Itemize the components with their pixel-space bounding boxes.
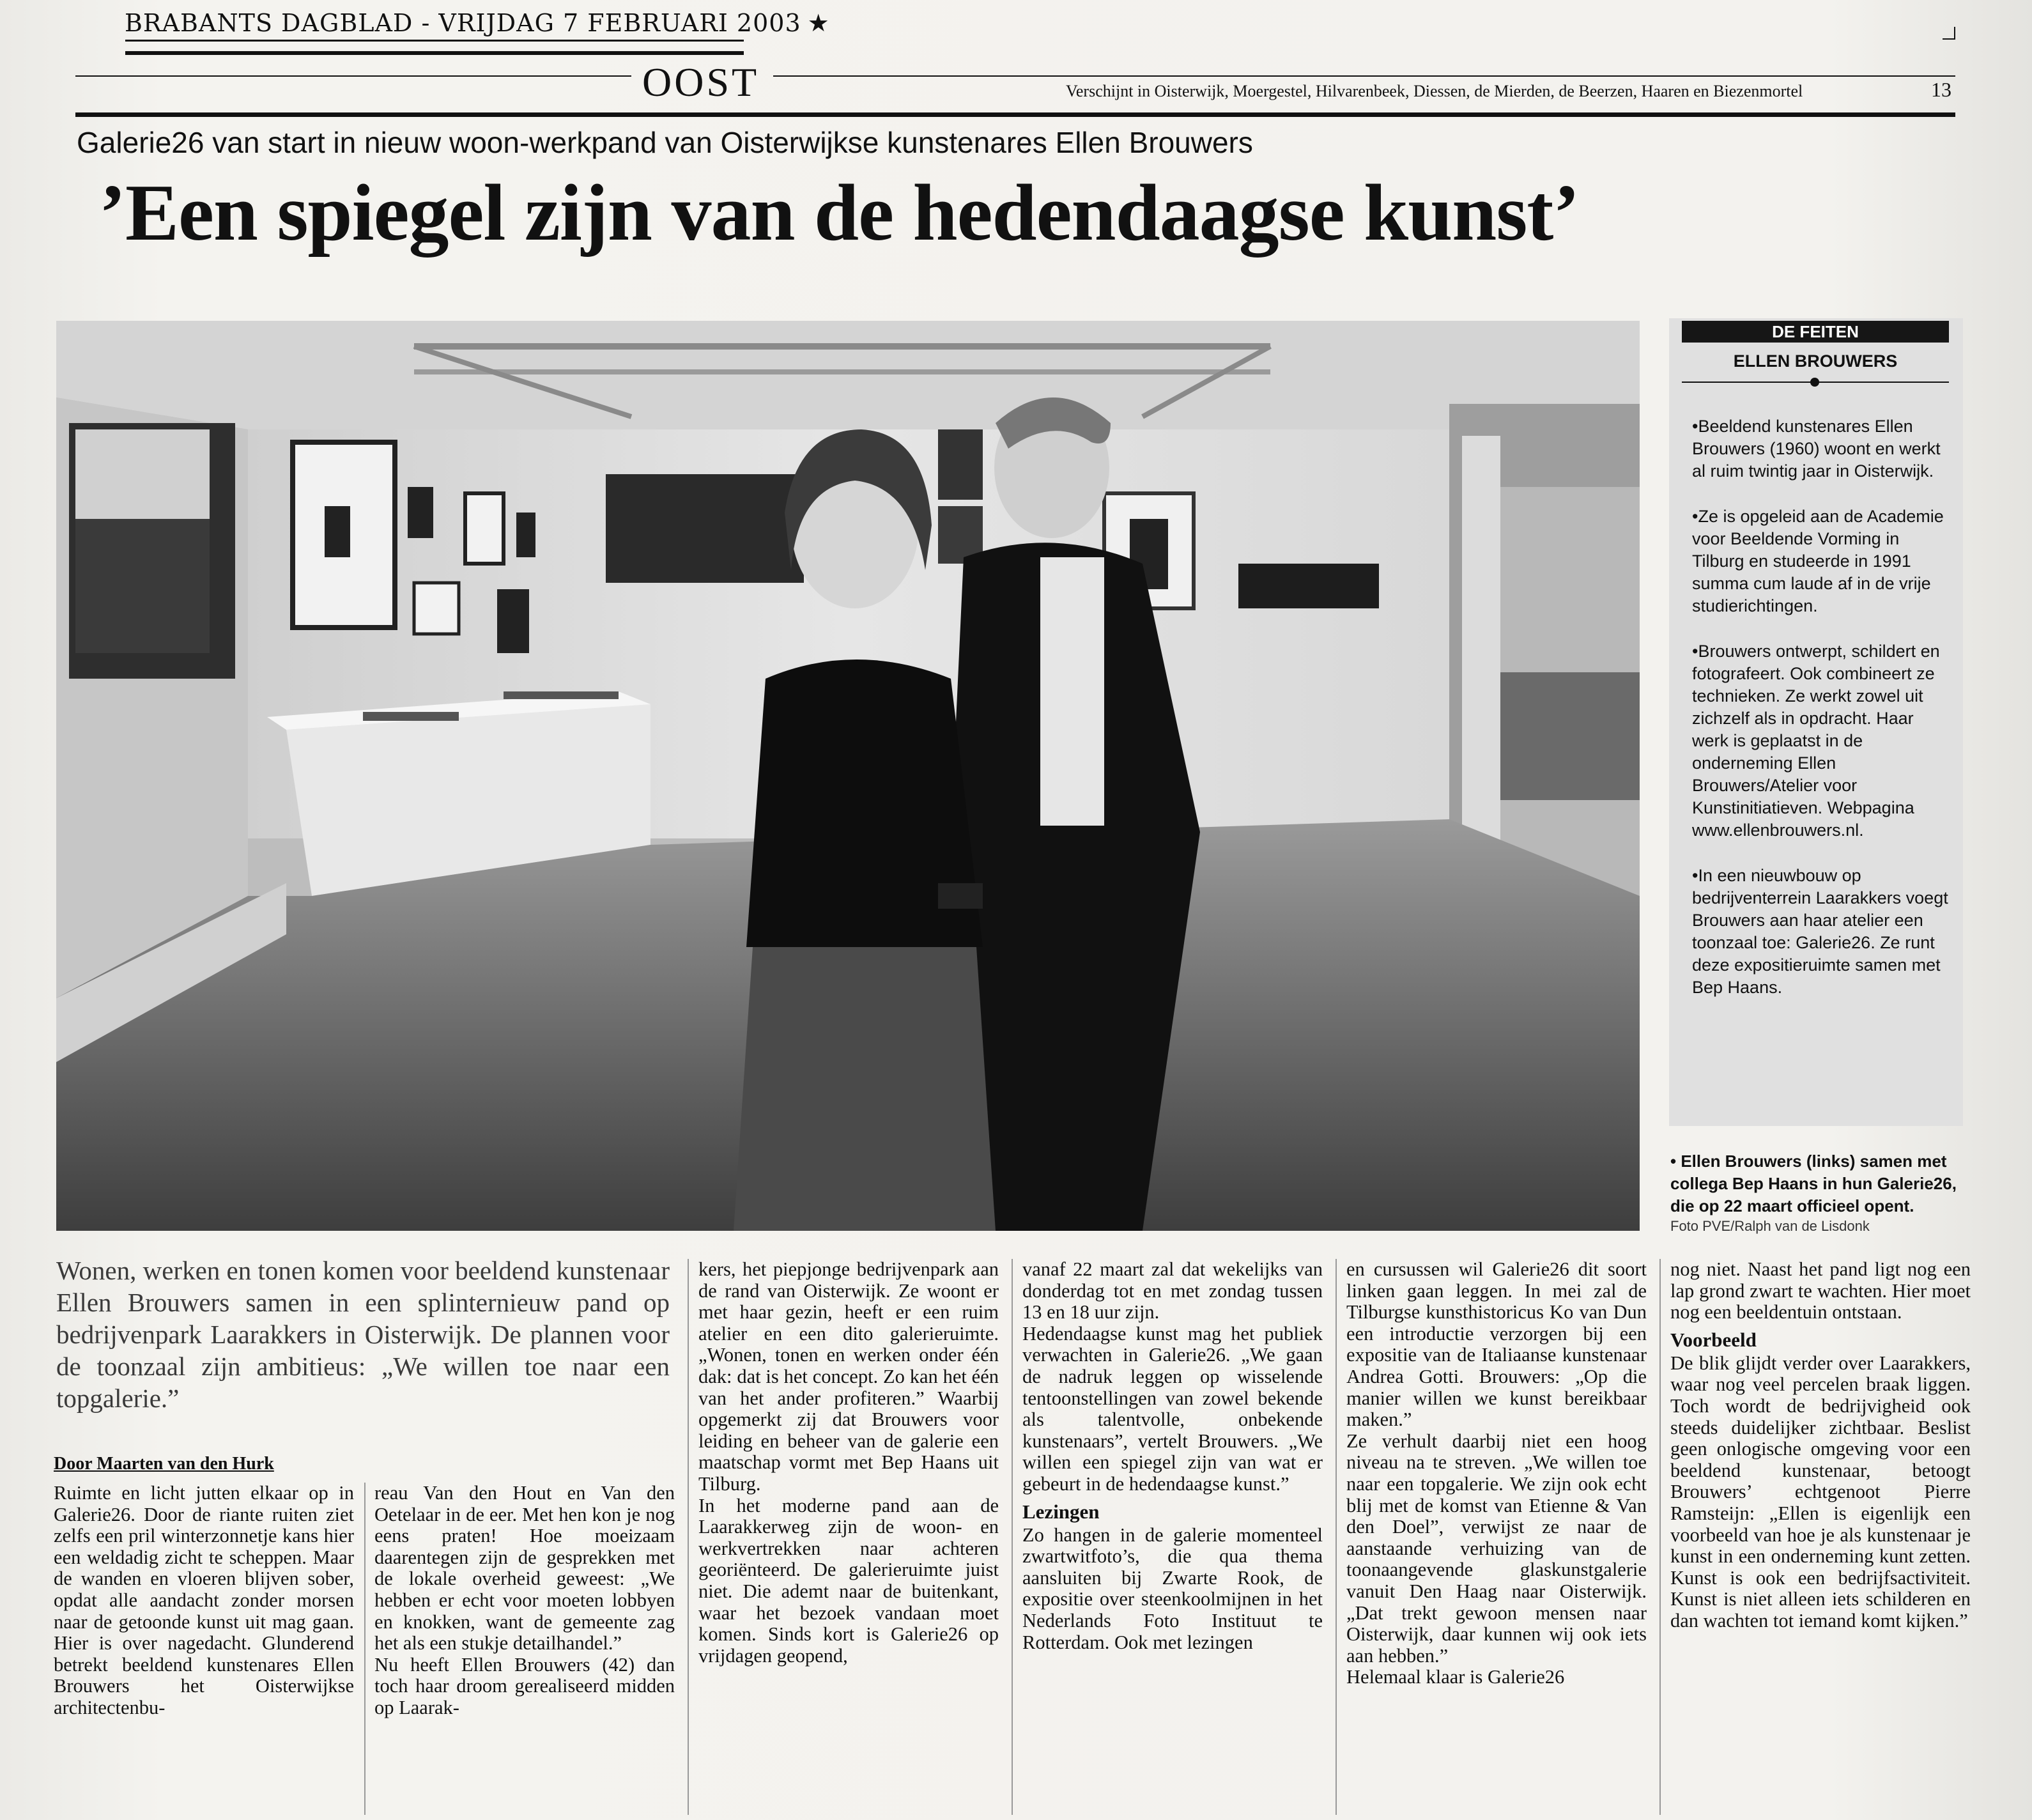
column-divider (1659, 1259, 1661, 1815)
column-divider (1335, 1259, 1337, 1815)
paragraph: Nu heeft Ellen Brouwers (42) dan toch haar droom gerealiseerd midden op Laarak- (374, 1653, 675, 1718)
article-column-6 (1670, 1259, 1971, 1815)
article-intro: Wonen, werken en tonen komen voor beeldend kunstenaar Ellen Brouwers samen in een splinternieuw pand op bedrijvenpark Laarakkers in Oisterwijk. De plannen voor de toonzaal zijn ambitieus: „We willen toe naar een topgalerie.” (56, 1256, 670, 1413)
masthead (125, 9, 830, 37)
section-underline (75, 112, 1955, 117)
paragraph: kers, het piepjonge bedrijvenpark aan de rand van Oisterwijk. Ze woont er met haar gezin, heeft er een ruim atelier en een dito galerieruimte. „Wonen, tonen en werken onder één dak: dat is het concept. Zo kan het één van het ander profiteren.” Waarbij opgemerkt zij dat Brouwers voor leiding en beheer van de galerie een maatschap vormt met Bep Haans uit Tilburg. (698, 1259, 999, 1495)
fact-list (1692, 415, 1953, 1022)
article-column-5 (1346, 1259, 1647, 1815)
masthead-rule (125, 40, 744, 42)
corner-mark (1943, 38, 1955, 40)
photo-caption: • Ellen Brouwers (links) samen met collega Bep Haans in hun Galerie26, die op 22 maart officieel opent. (1670, 1152, 1957, 1215)
paragraph: en cursussen wil Galerie26 dit soort linken gaan leggen. In mei zal de Tilburgse kunsthistoricus Ko van Dun een introductie verzorgen bij een expositie van de Italiaanse kunstenaar Andrea Gotti. Brouwers: „Op die manier willen we kunst bereikbaar maken.” (1346, 1259, 1647, 1431)
paragraph: Hedendaagse kunst mag het publiek verwachten in Galerie26. „We gaan de nadruk leggen op wisselende tentoonstellingen van zowel bekende als talentvolle, onbekende kunstenaars”, vertelt Brouwers. „We willen een spiegel zijn van wat er gebeurt in de hedendaagse kunst.” (1022, 1322, 1323, 1495)
subheading: Voorbeeld (1670, 1328, 1757, 1351)
article-headline: ’Een spiegel zijn van de hedendaagse kunst’ (99, 169, 1580, 258)
masthead-rule-thick (125, 51, 744, 55)
paragraph: reau Van den Hout en Van den Oetelaar in de eer. Met hen kon je nog eens praten! Hoe moeizaam daarentegen zijn de gesprekken met de lokale overheid geweest: „We hebben er echt voor moeten lobbyen en knokken, want de gemeente zag het als een stukje detailhandel.” (374, 1483, 675, 1654)
fact-box-name: ELLEN BROUWERS (1733, 351, 1898, 371)
paragraph: In het moderne pand aan de Laarakkerweg zijn de woon- en werkvertrekken naar achteren georiënteerd. De galerieruimte juist niet. Die ademt naar de buitenkant, waar het bezoek vandaan moet komen. Sinds kort is Galerie26 op vrijdagen geopend, (698, 1494, 999, 1667)
fact-item: • Beeldend kunstenares Ellen Brouwers (1960) woont en werkt al ruim twintig jaar in Oisterwijk. (1692, 415, 1953, 482)
article-column-2 (374, 1483, 675, 1815)
corner-mark (1954, 27, 1955, 40)
section-name: OOST (642, 59, 760, 105)
gallery-photo-image (56, 321, 1640, 1231)
article-column-4 (1022, 1259, 1323, 1815)
paragraph: vanaf 22 maart zal dat wekelijks van donderdag tot en met zondag tussen 13 en 18 uur zijn. (1022, 1259, 1323, 1323)
column-divider (364, 1483, 366, 1815)
gallery-photo (56, 321, 1640, 1231)
bullet-icon (1810, 378, 1819, 387)
article-byline: Door Maarten van den Hurk (54, 1454, 274, 1474)
paragraph: Helemaal klaar is Galerie26 (1346, 1666, 1565, 1688)
section-rule-left (75, 75, 631, 77)
photo-credit: Foto PVE/Ralph van de Lisdonk (1670, 1218, 1870, 1234)
fact-box (1669, 318, 1963, 1126)
star-icon: ★ (807, 9, 830, 37)
page-number: 13 (1931, 78, 1951, 101)
fact-box-header: DE FEITEN (1682, 321, 1949, 343)
column-divider (1012, 1259, 1013, 1815)
masthead-paper: BRABANTS DAGBLAD - VRIJDAG 7 FEBRUARI 2003 (125, 9, 801, 37)
paragraph: nog niet. Naast het pand ligt nog een lap grond zwart te wachten. Hier moet nog een beeldentuin ontstaan. (1670, 1259, 1971, 1323)
paragraph: Ze verhult daarbij niet een hoog niveau na te streven. „We willen toe naar een topgalerie. We zijn ook echt blij met de komst van Etienne & Van den Doel”, verwijst ze naar de aanstaande verhuizing van de toonaangevende glaskunstgalerie vanuit Den Haag naar Oisterwijk. „Dat trekt gewoon mensen naar Oisterwijk, daar kunnen wij ook iets aan hebben.” (1346, 1430, 1647, 1667)
column-divider (688, 1259, 689, 1815)
article-column-3 (698, 1259, 999, 1815)
article-column-1 (54, 1483, 354, 1815)
subheading: Lezingen (1022, 1500, 1100, 1523)
paragraph: Ruimte en licht jutten elkaar op in Galerie26. Door de riante ruiten ziet zelfs een pril winterzonnetje kans hier een weldadig zicht te scheppen. Maar de wanden en vloeren blijven sober, opdat alle aandacht zonder morsen naar de getoonde kunst uit mag gaan. Hier is over nagedacht. Glunderend betrekt beeldend kunstenares Ellen Brouwers het Oisterwijkse architectenbu- (54, 1483, 354, 1718)
section-rule-right (773, 75, 1955, 77)
paragraph: De blik glijdt verder over Laarakkers, waar nog veel percelen braak liggen. Toch wordt de bedrijvigheid ook steeds duidelijker zichtbaar. Beslist geen onlogische omgeving voor een beeldend kunstenaar, betoogt Brouwers’ echtgenoot Pierre Ramsteijn: „Ellen is eigenlijk een voorbeeld van hoe je als kunstenaar je kunst in een onderneming kunt zetten. Kunst is ook een bedrijfsactiviteit. Kunst is niet alleen iets schilderen en dan wachten tot iemand komt kijken.” (1670, 1352, 1971, 1631)
fact-item: • Ze is opgeleid aan de Academie voor Beeldende Vorming in Tilburg en studeerde in 1991 summa cum laude af in de vrije studierichtingen. (1692, 505, 1953, 617)
paragraph: Zo hangen in de galerie momenteel zwartwitfoto’s, die qua thema aansluiten bij Zwarte Rook, de expositie over steenkoolmijnen in het Nederlands Foto Instituut te Rotterdam. Ook met lezingen (1022, 1523, 1323, 1653)
fact-item: • Brouwers ontwerpt, schildert en fotografeert. Ook combineert ze technieken. Ze werkt zowel uit zichzelf als in opdracht. Haar werk is geplaatst in de onderneming Ellen Brouwers/Atelier voor Kunstinitiatieven. Webpagina www.ellenbrouwers.nl. (1692, 640, 1953, 842)
fact-item: • In een nieuwbouw op bedrijventerrein Laarakkers voegt Brouwers aan haar atelier een toonzaal toe: Galerie26. Ze runt deze expositieruimte samen met Bep Haans. (1692, 865, 1953, 999)
edition-note: Verschijnt in Oisterwijk, Moergestel, Hilvarenbeek, Diessen, de Mierden, de Beerzen, Haaren en Biezenmortel (1066, 82, 1803, 100)
article-kicker: Galerie26 van start in nieuw woon-werkpand van Oisterwijkse kunstenares Ellen Brouwers (77, 126, 1253, 159)
